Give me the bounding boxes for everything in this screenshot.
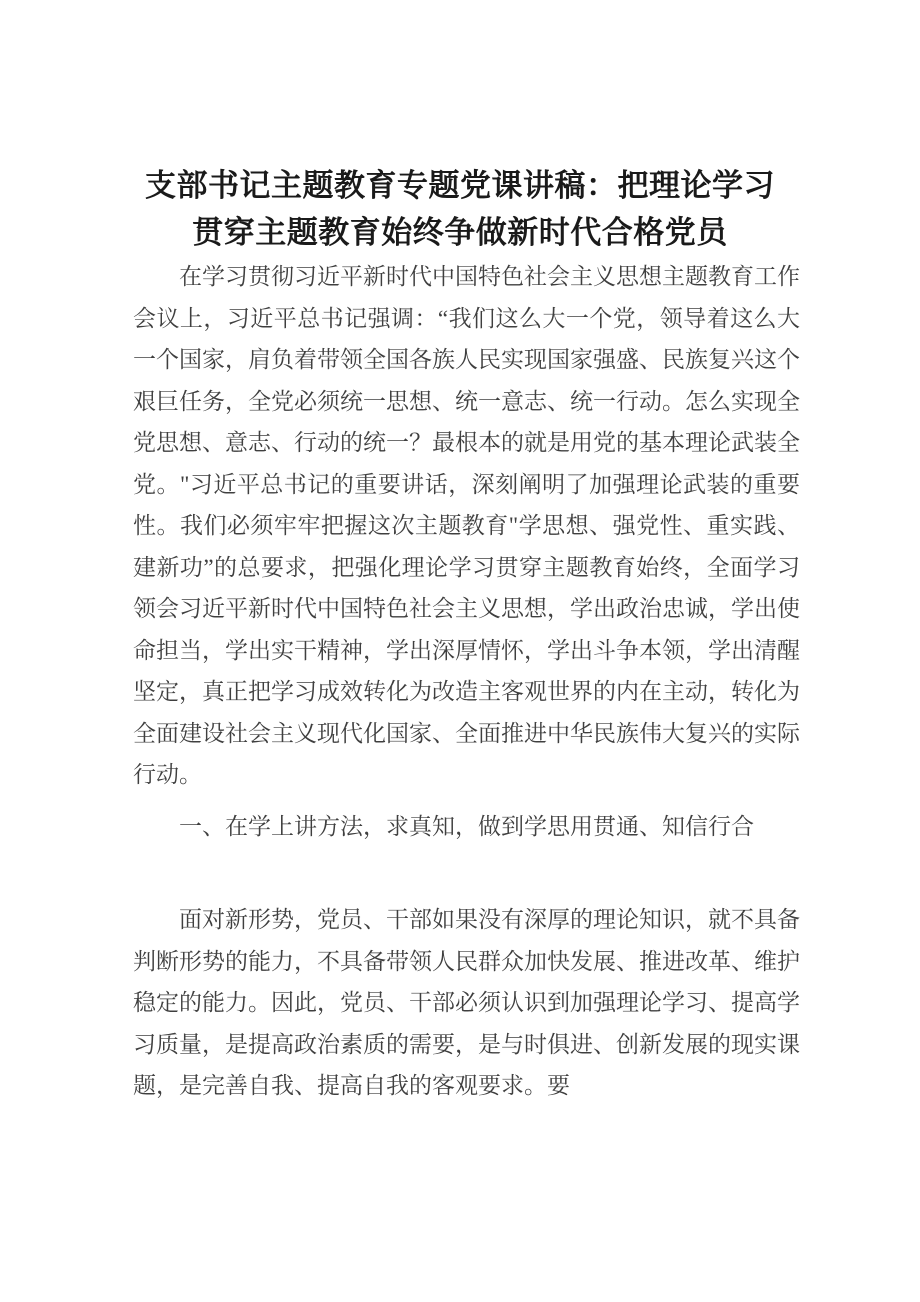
document-title bbox=[0, 162, 920, 256]
paragraph-section-1: 面对新形势，党员、干部如果没有深厚的理论知识，就不具备判断形势的能力，不具备带领人民群众加快发展、推进改革、维护稳定的能力。因此，党员、干部必须认识到加强理论学习、提高学习质量，是提高政治素质的需要，是与时俱进、创新发展的现实课题，是完善自我、提高自我的客观要求。要 bbox=[133, 907, 800, 1098]
paragraph-intro: 在学习贯彻习近平新时代中国特色社会主义思想主题教育工作会议上，习近平总书记强调：“我们这么大一个党，领导着这么大一个国家，肩负着带领全国各族人民实现国家强盛、民族复兴这个艰巨任务，全党必须统一思想、统一意志、统一行动。怎么实现全党思想、意志、行动的统一？最根本的就是用党的基本理论武装全党。"习近平总书记的重要讲话，深刻阐明了加强理论武装的重要性。我们必须牢牢把握这次主题教育"学思想、强党性、重实践、建新功”的总要求，把强化理论学习贯穿主题教育始终，全面学习领会习近平新时代中国特色社会主义思想，学出政治忠诚，学出使命担当，学出实干精神，学出深厚情怀，学出斗争本领，学出清醒坚定，真正把学习成效转化为改造主客观世界的内在主动，转化为全面建设社会主义现代化国家、全面推进中华民族伟大复兴的实际行动。 bbox=[133, 264, 800, 787]
document-title-line2: 贯穿主题教育始终争做新时代合格党员 bbox=[192, 215, 728, 250]
document-title-line1: 支部书记主题教育专题党课讲稿：把理论学习 bbox=[145, 168, 775, 203]
section-heading-1: 一、在学上讲方法，求真知，做到学思用贯通、知信行合 bbox=[179, 813, 754, 839]
document-body bbox=[133, 256, 800, 1107]
